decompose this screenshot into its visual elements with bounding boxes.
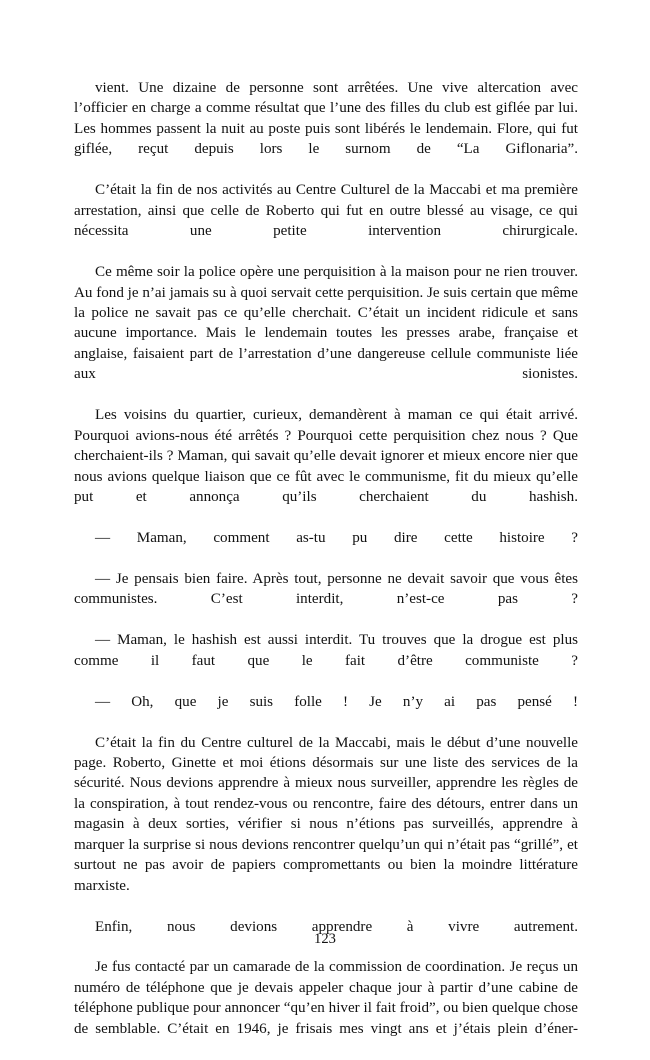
- dialogue-line: — Maman, le hashish est aussi interdit. Tu trouves que la drogue est plus comme il faut que le fait d’être communiste ?: [74, 632, 578, 669]
- dialogue-line: — Oh, que je suis folle ! Je n’y ai pas pensé !: [95, 693, 578, 710]
- page-number: 123: [314, 931, 336, 947]
- paragraph: vient. Une dizaine de personne sont arrêtées. Une vive altercation avec l’officier en charge a comme résultat que l’une des filles du club est giflée par lui. Les hommes passent la nuit au poste puis sont libérés le lendemain. Flore, qui fut giflée, reçut depuis lors le surnom de “La Giflonaria”.: [74, 80, 578, 158]
- dialogue-line: — Maman, comment as-tu pu dire cette histoire ?: [95, 529, 578, 546]
- paragraph: Les voisins du quartier, curieux, demandèrent à maman ce qui était arrivé. Pourquoi avions-nous été arrêtés ? Pourquoi cette perquisition chez nous ? Que cherchaient-ils ? Maman, qui savait qu’elle devait ignorer et mieux encore nier que nous avions quelque liaison que ce fût avec le communisme, fit du mieux qu’elle put et annonça qu’ils cherchaient du hashish.: [74, 407, 578, 506]
- dialogue-line: — Je pensais bien faire. Après tout, personne ne devait savoir que vous êtes communistes. C’est interdit, n’est-ce pas ?: [74, 570, 578, 608]
- paragraph: Je fus contacté par un camarade de la commission de coordination. Je reçus un numéro de téléphone que je devais appeler chaque jour à partir d’une cabine de téléphone publique pour annoncer “qu’en hiver il fait froid”, ou bien quelque chose de semblable. C’était en 1946, je frisais mes vingt ans et j’étais plein d’éner-: [74, 959, 578, 1037]
- paragraph: C’était la fin du Centre culturel de la Maccabi, mais le début d’une nouvelle page. Roberto, Ginette et moi étions désormais sur une liste des services de la sécurité. Nous devions apprendre à mieux nous surveiller, apprendre les règles de la conspiration, à tout rendez-vous ou rencontre, faire des détours, entrer dans un magasin à deux sorties, vérifier si nous n’étions pas surveillés, apprendre à marquer la surprise si nous devions rencontrer quelqu’un qui n’était pas “grillé”, et surtout ne pas avoir de papiers compromettants ou bien la moindre littérature marxiste.: [74, 734, 578, 894]
- paragraph: C’était la fin de nos activités au Centre Culturel de la Maccabi et ma première arrestation, ainsi que celle de Roberto qui fut en outre blessé au visage, ce qui nécessita une petite intervention chirurgicale.: [74, 182, 578, 240]
- page-text-block: [74, 78, 578, 1060]
- paragraph: Ce même soir la police opère une perquisition à la maison pour ne rien trouver. Au fond je n’ai jamais su à quoi servait cette perquisition. Je suis certain que même la police ne savait pas ce qu’elle cherchait. C’était un incident ridicule et sans aucune importance. Mais le lendemain toutes les presses arabe, française et anglaise, faisaient part de l’arrestation d’une dangereuse cellule communiste liée aux sionistes.: [74, 264, 578, 383]
- paragraph: Enfin, nous devions apprendre à vivre autrement.: [95, 918, 578, 935]
